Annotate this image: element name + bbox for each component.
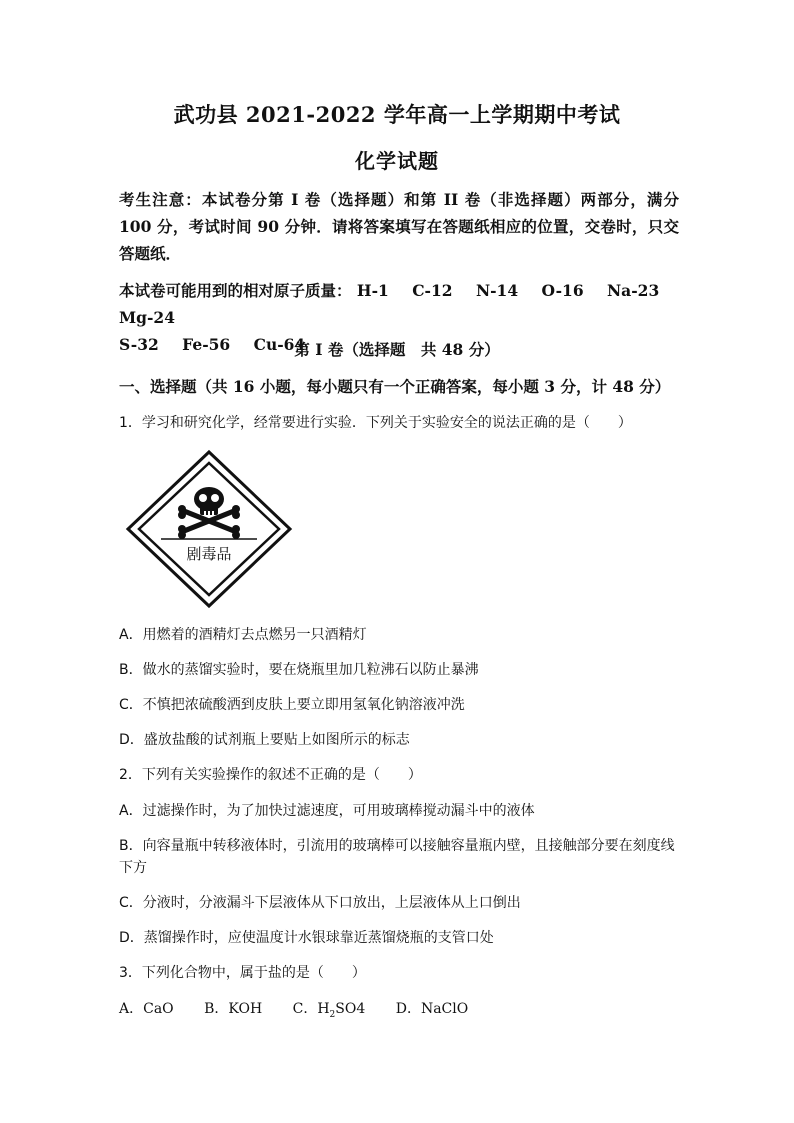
q3-option-c <box>293 998 366 1026</box>
skull-crossbones-icon <box>120 449 298 609</box>
q2-option-c: C．分液时，分液漏斗下层液体从下口放出，上层液体从上口倒出 <box>119 895 521 911</box>
question-3-stem: 3．下列化合物中，属于盐的是（ ） <box>119 965 366 981</box>
part-title: 一、选择题（共 16 小题，每小题只有一个正确答案，每小题 3 分，计 48 分） <box>119 377 671 396</box>
q1-option-c: C．不慎把浓硫酸洒到皮肤上要立即用氢氧化钠溶液冲洗 <box>119 697 465 713</box>
q2-option-b: B．向容量瓶中转移液体时，引流用的玻璃棒可以接触容量瓶内壁，且接触部分要在刻度线下方 <box>119 838 675 876</box>
exam-notice: 考生注意：本试卷分第 I 卷（选择题）和第 II 卷（非选择题）两部分，满分 100 分，考试时间 90 分钟．请将答案填写在答题纸相应的位置，交卷时，只交答题纸． <box>119 190 679 263</box>
q3-option-c-subscript: 2 <box>329 1009 336 1020</box>
q1-option-d: D．盛放盐酸的试剂瓶上要贴上如图所示的标志 <box>119 732 410 748</box>
mass-item: Mg-24 <box>119 308 175 327</box>
atomic-masses-label: 本试卷可能用到的相对原子质量： <box>119 281 352 300</box>
q3-option-b: B．KOH <box>204 1001 263 1017</box>
mass-item: N-14 <box>475 281 519 300</box>
toxic-hazard-label <box>120 449 298 609</box>
q3-option-d: D．NaClO <box>395 1001 469 1017</box>
mass-item: Na-23 <box>607 281 660 300</box>
question-2-stem: 2．下列有关实验操作的叙述不正确的是（ ） <box>119 767 422 783</box>
mass-item: O-16 <box>541 281 584 300</box>
q1-option-a: A．用燃着的酒精灯去点燃另一只酒精灯 <box>119 627 367 643</box>
q3-option-c-prefix: C．H <box>292 1001 330 1017</box>
hazard-text: 剧毒品 <box>186 545 232 563</box>
mass-item: S-32 <box>119 335 159 354</box>
q2-option-a: A．过滤操作时，为了加快过滤速度，可用玻璃棒搅动漏斗中的液体 <box>119 803 535 819</box>
mass-item: C-12 <box>412 281 453 300</box>
q3-option-c-suffix: SO4 <box>335 1001 366 1017</box>
q1-option-b: B．做水的蒸馏实验时，要在烧瓶里加几粒沸石以防止暴沸 <box>119 662 479 678</box>
q2-option-d: D．蒸馏操作时，应使温度计水银球靠近蒸馏烧瓶的支管口处 <box>119 930 494 946</box>
q3-option-a: A．CaO <box>119 1001 174 1017</box>
section-title: 第 I 卷（选择题 共 48 分） <box>294 340 500 359</box>
mass-item: Cu-64 <box>253 335 306 354</box>
exam-title: 武功县 2021-2022 学年高一上学期期中考试 <box>173 102 621 127</box>
exam-subtitle: 化学试题 <box>355 149 439 173</box>
q3-options <box>119 998 679 1026</box>
question-1-stem: 1．学习和研究化学，经常要进行实验．下列关于实验安全的说法正确的是（ ） <box>119 415 632 431</box>
mass-item: Fe-56 <box>182 335 231 354</box>
mass-item: H-1 <box>356 281 389 300</box>
